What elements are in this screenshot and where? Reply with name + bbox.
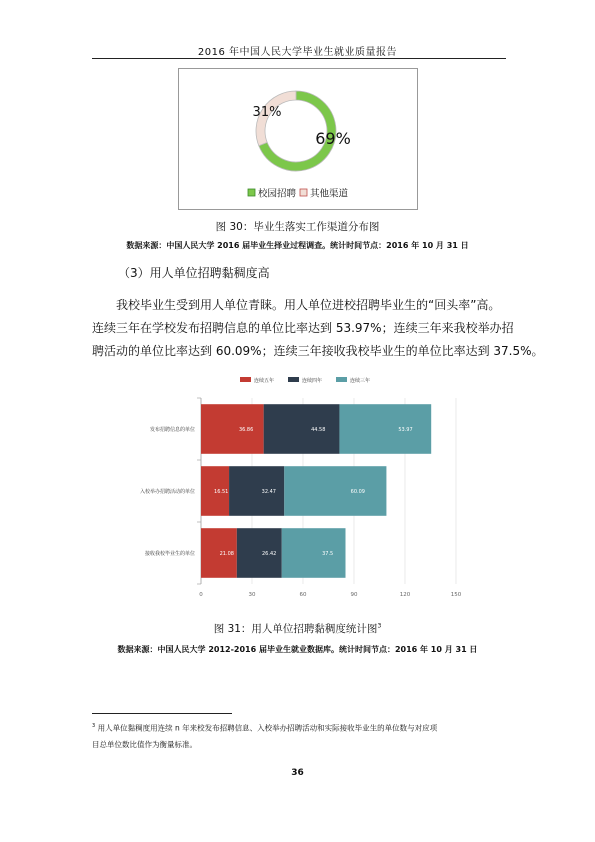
x-tick-label: 90 bbox=[350, 592, 358, 598]
page-header-title: 2016 年中国人民大学毕业生就业质量报告 bbox=[197, 47, 398, 58]
figure-30-caption: 图 30：毕业生落实工作渠道分布图 bbox=[215, 221, 380, 233]
x-tick-label: 0 bbox=[199, 592, 203, 598]
footnote-marker: 3 bbox=[92, 723, 96, 729]
bar-value-label: 26.42 bbox=[262, 551, 277, 557]
donut-chart bbox=[179, 69, 417, 209]
figure-31-caption bbox=[0, 621, 595, 636]
paragraph-line: 我校毕业生受到用人单位青睐。用人单位进校招聘毕业生的“回头率”高。 bbox=[92, 298, 501, 312]
bar-value-label: 32.47 bbox=[261, 489, 276, 495]
x-tick-label: 150 bbox=[450, 592, 462, 598]
figure-30-source: 数据来源：中国人民大学 2016 届毕业生择业过程调查。统计时间节点：2016 年 10 月 31 日 bbox=[126, 241, 469, 250]
bar-value-label: 21.08 bbox=[219, 551, 234, 557]
bar-value-label: 16.51 bbox=[214, 489, 229, 495]
bar-segment bbox=[284, 466, 386, 516]
figure-31-footnote-ref: 3 bbox=[377, 622, 382, 630]
footnote-line: 目总单位数比值作为衡量标准。 bbox=[92, 739, 197, 749]
legend-swatch bbox=[248, 189, 255, 196]
page-number: 36 bbox=[291, 768, 304, 778]
legend-label: 校园招聘 bbox=[258, 188, 297, 200]
pie-value-label: 69% bbox=[315, 129, 351, 148]
paragraph-line: 连续三年在学校发布招聘信息的单位比率达到 53.97%；连续三年来我校举办招 bbox=[92, 321, 514, 335]
category-label: 接收我校毕业生的单位 bbox=[144, 551, 195, 557]
legend-swatch bbox=[336, 377, 347, 382]
bar-segment bbox=[339, 404, 431, 454]
figure-30-frame bbox=[178, 68, 418, 210]
bar-segment bbox=[229, 466, 284, 516]
footnote-line: 用人单位黏稠度用连续 n 年来校发布招聘信息、入校举办招聘活动和实际接收毕业生的单位数与对应项 bbox=[95, 723, 438, 733]
x-tick-label: 30 bbox=[248, 592, 256, 598]
x-tick-label: 120 bbox=[399, 592, 411, 598]
legend-swatch bbox=[300, 189, 307, 196]
legend-label: 其他渠道 bbox=[310, 188, 349, 200]
bar-value-label: 53.97 bbox=[398, 427, 413, 433]
section-heading: （3）用人单位招聘黏稠度高 bbox=[118, 266, 270, 280]
category-label: 入校举办招聘活动的单位 bbox=[139, 489, 195, 495]
figure-31-source: 数据来源：中国人民大学 2012-2016 届毕业生就业数据库。统计时间节点：2016 年 10 月 31 日 bbox=[117, 645, 478, 654]
figure-31-caption-text: 图 31：用人单位招聘黏稠度统计图 bbox=[213, 623, 378, 635]
bar-value-label: 60.09 bbox=[350, 489, 365, 495]
bar-segment bbox=[201, 404, 264, 454]
footnote-divider bbox=[92, 713, 232, 714]
bar-segment bbox=[282, 528, 346, 578]
x-tick-label: 60 bbox=[299, 592, 307, 598]
bar-value-label: 37.5 bbox=[322, 551, 334, 557]
legend-label: 连续三年 bbox=[350, 378, 371, 384]
stacked-bar-chart bbox=[130, 368, 470, 604]
header-divider bbox=[92, 58, 506, 59]
paragraph-line: 聘活动的单位比率达到 60.09%；连续三年接收我校毕业生的单位比率达到 37.5%。 bbox=[92, 344, 544, 358]
footnote bbox=[92, 718, 512, 753]
legend-swatch bbox=[288, 377, 299, 382]
pie-value-label: 31% bbox=[252, 105, 282, 120]
legend-label: 连续五年 bbox=[254, 378, 275, 384]
bar-value-label: 36.86 bbox=[238, 427, 254, 433]
bar-value-label: 44.58 bbox=[311, 427, 326, 433]
category-label: 发布招聘信息的单位 bbox=[149, 427, 195, 433]
legend-label: 连续四年 bbox=[302, 378, 323, 384]
body-paragraph bbox=[92, 294, 544, 363]
bar-segment bbox=[264, 404, 340, 454]
legend-swatch bbox=[240, 377, 251, 382]
